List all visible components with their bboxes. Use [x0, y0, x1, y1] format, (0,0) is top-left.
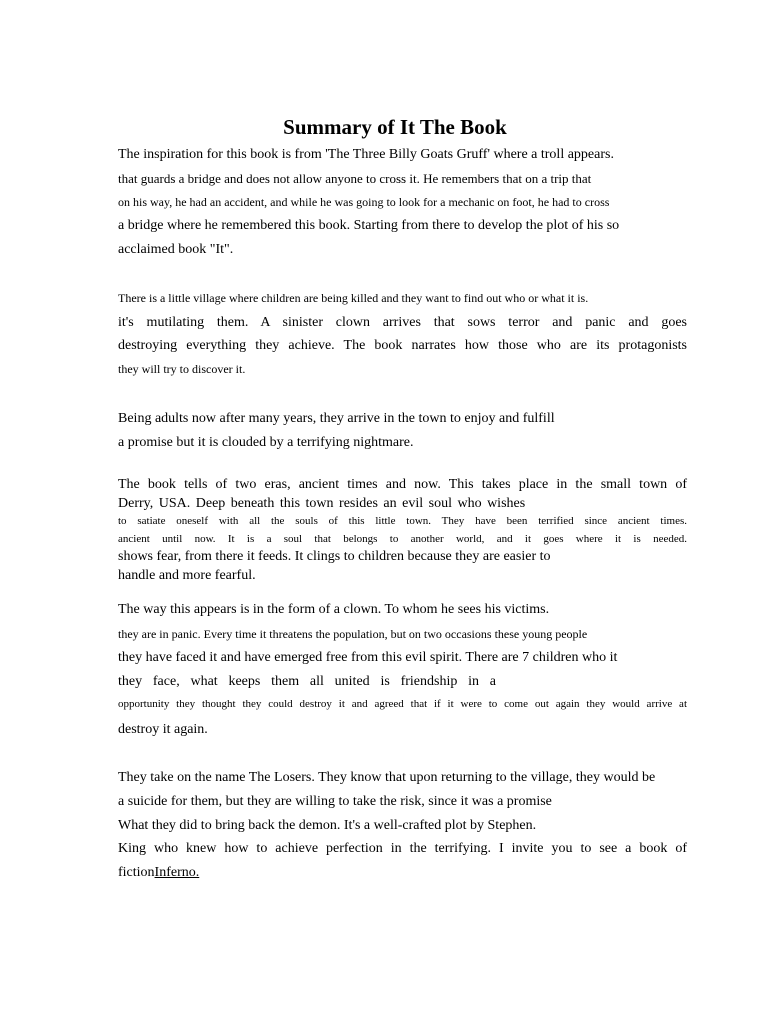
paragraph-2-line-2: it's mutilating them. A sinister clown arrives that sows terror and panic and goes [118, 315, 687, 330]
inferno-link[interactable]: Inferno. [154, 865, 200, 880]
paragraph-6-line-5-text: fiction [118, 865, 155, 880]
paragraph-5-line-5: opportunity they thought they could destroy it and agreed that if it were to come out again they would arrive at [118, 698, 687, 710]
paragraph-4-line-1: The book tells of two eras, ancient times and now. This takes place in the small town of [118, 477, 687, 492]
paragraph-3-line-1: Being adults now after many years, they arrive in the town to enjoy and fulfill [118, 411, 555, 426]
paragraph-4-line-6: handle and more fearful. [118, 568, 256, 583]
paragraph-1-line-5: acclaimed book "It". [118, 242, 234, 257]
paragraph-6-line-1: They take on the name The Losers. They know that upon returning to the village, they would be [118, 770, 656, 785]
paragraph-5-line-4: they face, what keeps them all united is friendship in a [118, 674, 496, 689]
paragraph-2-line-3: destroying everything they achieve. The book narrates how those who are its protagonists [118, 338, 687, 353]
paragraph-1-line-2: that guards a bridge and does not allow anyone to cross it. He remembers that on a trip that [118, 171, 592, 186]
paragraph-6-line-3: What they did to bring back the demon. It's a well-crafted plot by Stephen. [118, 818, 537, 833]
paragraph-5-line-2: they are in panic. Every time it threatens the population, but on two occasions these young people [118, 627, 588, 641]
paragraph-5-line-3: they have faced it and have emerged free from this evil spirit. There are 7 children who it [118, 650, 618, 665]
paragraph-4-line-3: to satiate oneself with all the souls of this little town. They have been terrified since ancient times. [118, 515, 687, 527]
paragraph-1-line-1: The inspiration for this book is from 'The Three Billy Goats Gruff' where a troll appears. [118, 147, 614, 162]
paragraph-6-line-5 [118, 863, 199, 883]
paragraph-4-line-2: Derry, USA. Deep beneath this town resides an evil soul who wishes [118, 496, 526, 511]
paragraph-3-line-2: a promise but it is clouded by a terrifying nightmare. [118, 435, 414, 450]
paragraph-6-line-4: King who knew how to achieve perfection in the terrifying. I invite you to see a book of [118, 841, 687, 856]
document-title: Summary of It The Book [283, 115, 507, 139]
paragraph-4-line-4: ancient until now. It is a soul that belongs to another world, and it goes where it is needed. [118, 533, 687, 545]
paragraph-1-line-4: a bridge where he remembered this book. Starting from there to develop the plot of his so [118, 218, 620, 233]
paragraph-1-line-3: on his way, he had an accident, and while he was going to look for a mechanic on foot, he had to cross [118, 195, 610, 209]
paragraph-2-line-1: There is a little village where children are being killed and they want to find out who or what it is. [118, 291, 589, 305]
paragraph-4-line-5: shows fear, from there it feeds. It clings to children because they are easier to [118, 549, 551, 564]
paragraph-6-line-2: a suicide for them, but they are willing to take the risk, since it was a promise [118, 794, 552, 809]
paragraph-2-line-4: they will try to discover it. [118, 362, 246, 376]
paragraph-5-line-6: destroy it again. [118, 722, 208, 737]
paragraph-5-line-1: The way this appears is in the form of a clown. To whom he sees his victims. [118, 602, 550, 617]
